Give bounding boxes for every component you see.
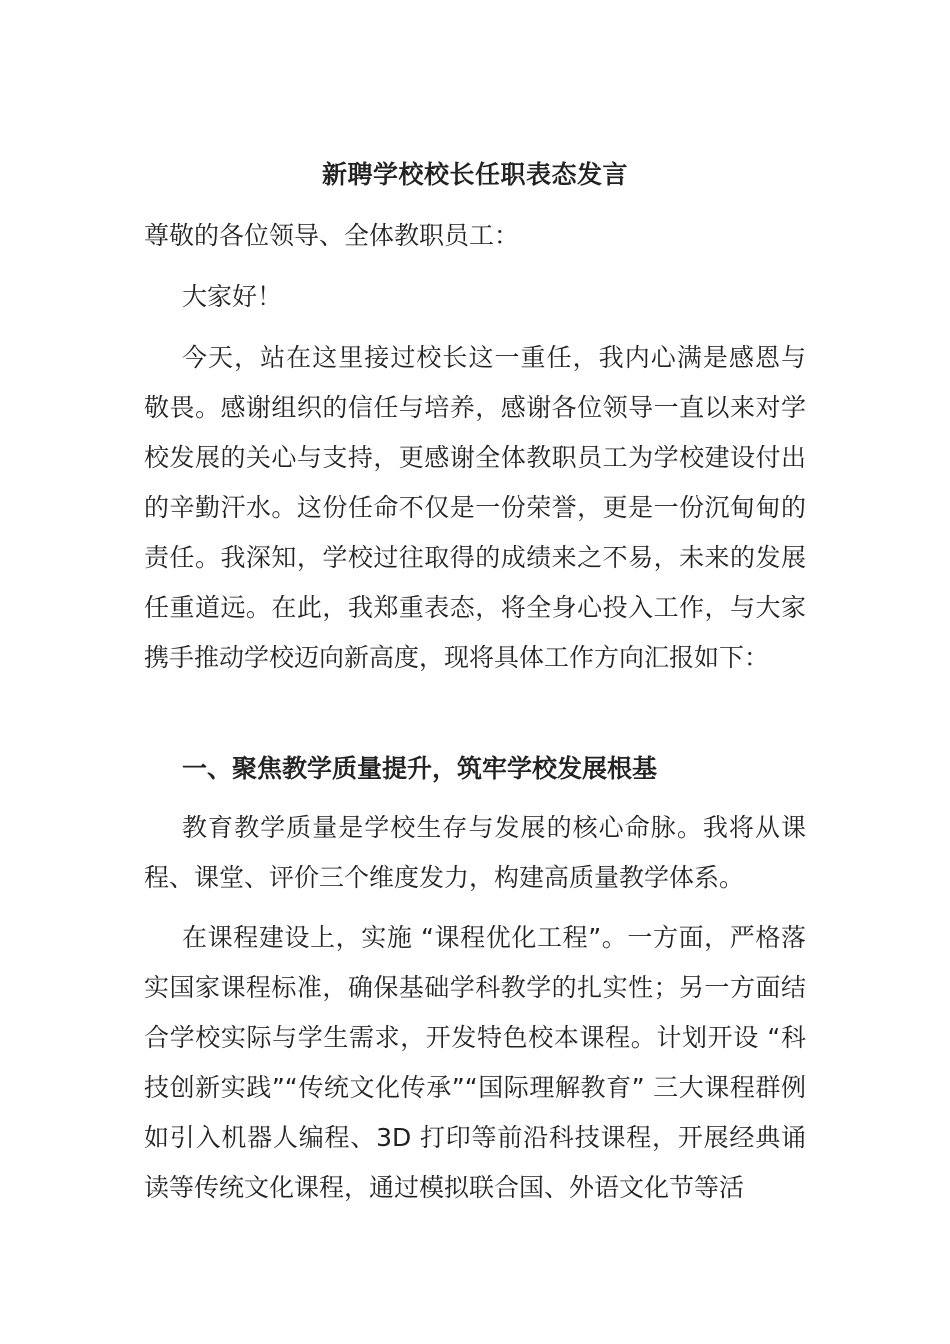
paragraph-2: 教育教学质量是学校生存与发展的核心命脉。我将从课程、课堂、评价三个维度发力，构建高质量教学体系。 <box>144 813 806 892</box>
paragraph-1: 今天，站在这里接过校长这一重任，我内心满是感恩与敬畏。感谢组织的信任与培养，感谢各位领导一直以来对学校发展的关心与支持，更感谢全体教职员工为学校建设付出的辛勤汗水。这份任命不仅是一份荣誉，更是一份沉甸甸的责任。我深知，学校过往取得的成绩来之不易，未来的发展任重道远。在此，我郑重表态，将全身心投入工作，与大家携手推动学校迈向新高度，现将具体工作方向汇报如下： <box>144 343 806 672</box>
greeting: 大家好！ <box>182 282 283 311</box>
salutation: 尊敬的各位领导、全体教职员工： <box>144 221 520 250</box>
document-title: 新聘学校校长任职表态发言 <box>321 160 628 189</box>
paragraph-3: 在课程建设上，实施 “课程优化工程”。一方面，严格落实国家课程标准，确保基础学科教学的扎实性；另一方面结合学校实际与学生需求，开发特色校本课程。计划开设 “科技创新实践”“传统文化传承”“国际理解教育” 三大课程群例如引入机器人编程、3D 打印等前沿科技课程，开展经典诵读等传统文化课程，通过模拟联合国、外语文化节等活 <box>144 923 806 1202</box>
section-1-heading: 一、聚焦教学质量提升，筑牢学校发展根基 <box>182 754 658 783</box>
